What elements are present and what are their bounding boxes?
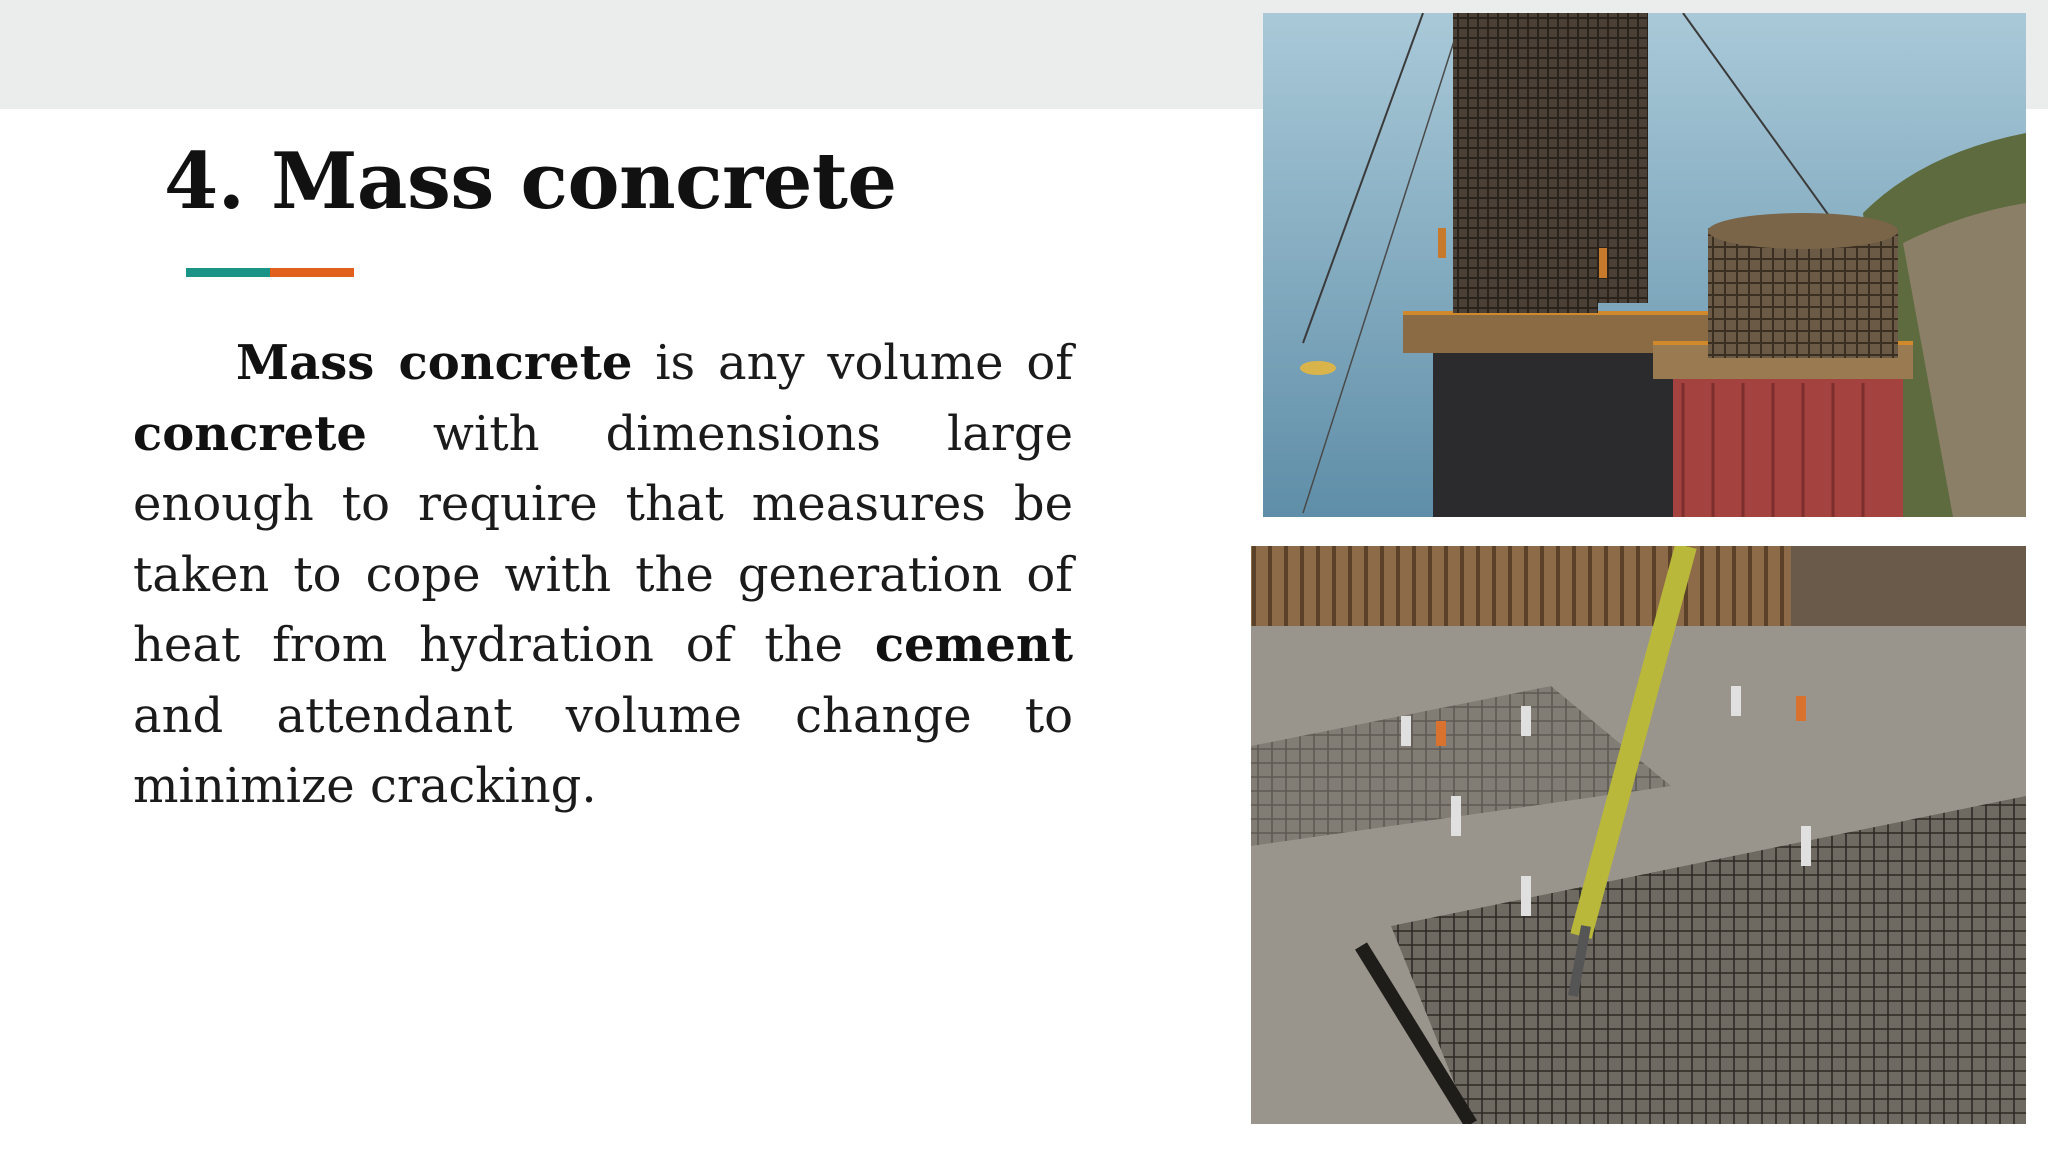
text-segment-1: is any volume of bbox=[632, 335, 1074, 391]
text-segment-2: with dimensions large enough to require that measures be taken to cope with the generation of heat from hydration of the bbox=[133, 405, 1073, 673]
term-cement: cement bbox=[874, 617, 1073, 673]
photo-concrete-pour-illustration bbox=[1251, 546, 2026, 1124]
slide-title: 4. Mass concrete bbox=[164, 136, 897, 227]
term-mass-concrete: Mass concrete bbox=[236, 335, 633, 391]
definition-paragraph bbox=[133, 328, 1073, 822]
photo-rebar-columns bbox=[1263, 13, 2026, 517]
accent-bar-teal bbox=[186, 268, 270, 277]
text-segment-3: and attendant volume change to minimize cracking. bbox=[133, 687, 1073, 814]
photo-concrete-pour bbox=[1251, 546, 2026, 1124]
term-concrete: concrete bbox=[133, 405, 367, 462]
photo-rebar-columns-illustration bbox=[1263, 13, 2026, 517]
accent-bar-orange bbox=[270, 268, 354, 277]
